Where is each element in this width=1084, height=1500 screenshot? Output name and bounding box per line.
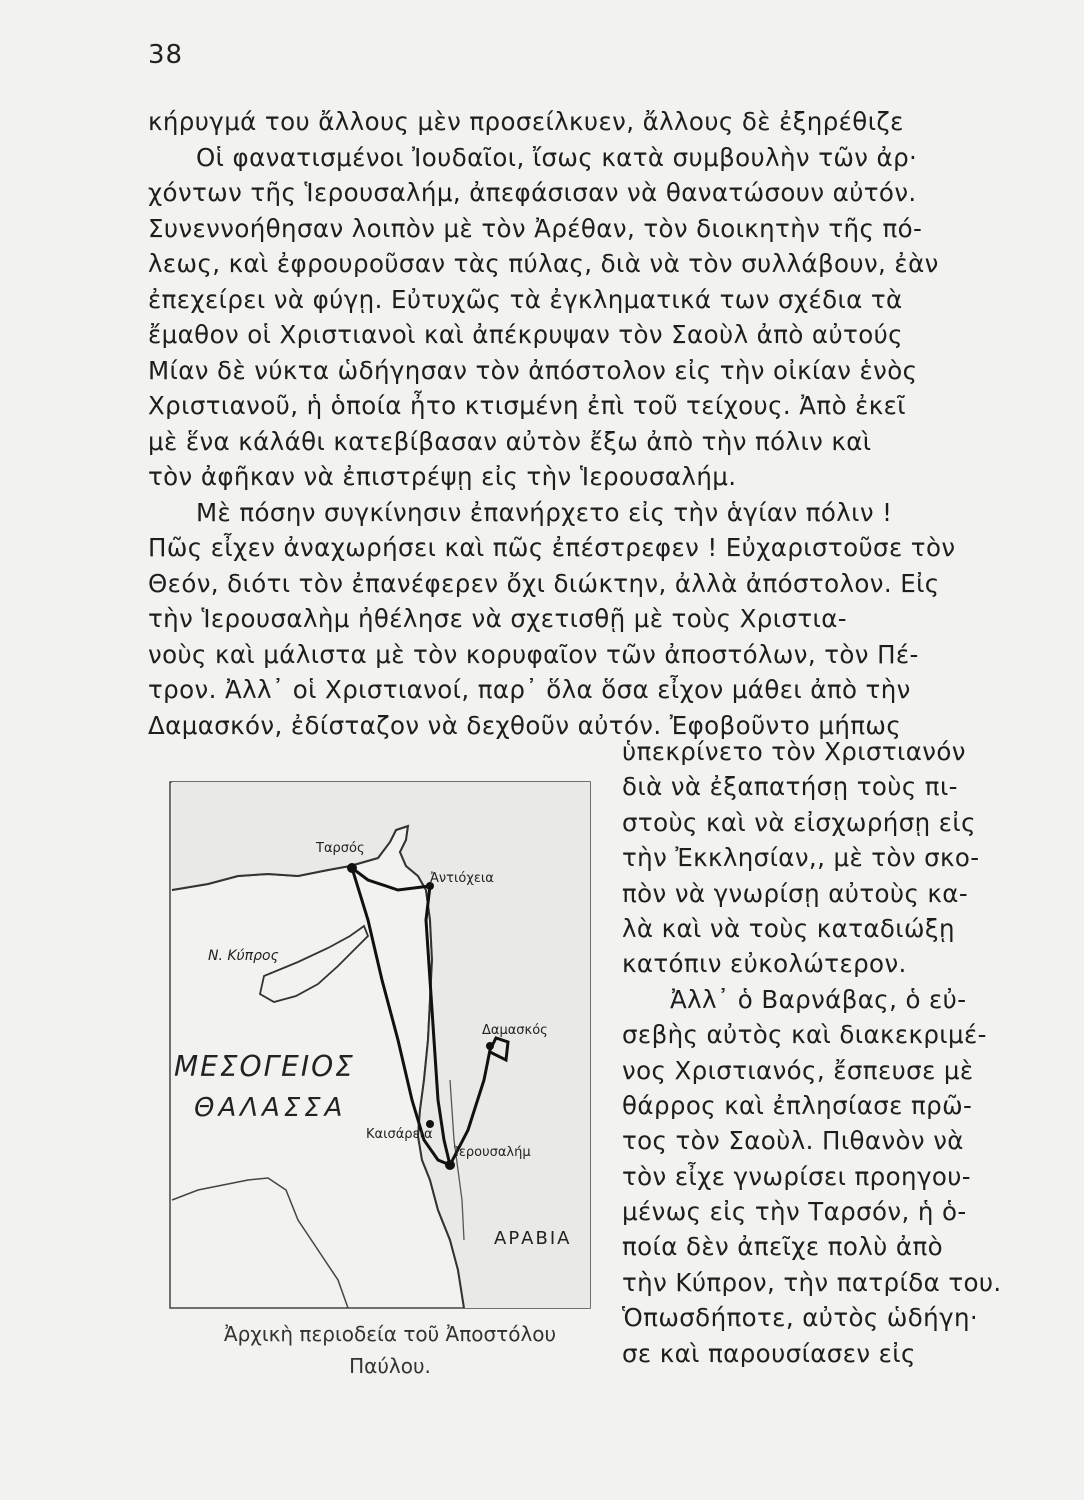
text-line: μὲ ἕνα κάλάθι κατεβίβασαν αὐτὸν ἔξω ἀπὸ τὴν πόλιν καὶ xyxy=(148,426,872,456)
text-line: πὸν νὰ γνωρίσῃ αὐτοὺς κα- xyxy=(622,878,969,908)
text-line: Οἱ φανατισμένοι Ἰουδαῖοι, ἴσως κατὰ συμβουλὴν τῶν ἀρ· xyxy=(196,142,918,172)
text-line: Συνεννοήθησαν λοιπὸν μὲ τὸν Ἀρέθαν, τὸν διοικητὴν τῆς πό- xyxy=(148,213,923,243)
text-line: θάρρος καὶ ἐπλησίασε πρῶ- xyxy=(622,1090,973,1120)
text-line: τὸν ἀφῆκαν νὰ ἐπιστρέψῃ εἰς τὴν Ἱερουσαλήμ. xyxy=(148,462,737,491)
text-line: ἐπεχείρει νὰ φύγῃ. Εὐτυχῶς τὰ ἐγκληματικά των σχέδια τὰ xyxy=(148,284,903,314)
tarsus-marker xyxy=(347,863,357,873)
text-line: ὑπεκρίνετο τὸν Χριστιανόν xyxy=(622,737,966,766)
jerusalem-marker xyxy=(445,1160,455,1170)
text-line: Ὁπωσδήποτε, αὐτὸς ὡδήγη· xyxy=(622,1303,979,1333)
label-antioch: Ἀντιόχεια xyxy=(430,871,494,886)
text-line: Ἀλλ᾽ ὁ Βαρνάβας, ὁ εὐ- xyxy=(670,984,967,1014)
label-damascus: Δαμασκός xyxy=(482,1023,548,1038)
label-jerusalem: Ἱερουσαλήμ xyxy=(454,1145,531,1160)
text-line: κήρυγμά του ἄλλους μὲν προσείλκυεν, ἄλλους δὲ ἐξηρέθιζε xyxy=(148,107,904,136)
text-line: τὴν Ἐκκλησίαν,, μὲ τὸν σκο- xyxy=(622,843,980,873)
text-line: τος τὸν Σαοὺλ. Πιθανὸν νὰ xyxy=(622,1126,964,1156)
body-text-right-column xyxy=(622,734,1022,1371)
text-line: τὴν Ἱερουσαλὴμ ἠθέλησε νὰ σχετισθῇ μὲ τοὺς Χριστια- xyxy=(148,604,848,633)
text-line: τὴν Κύπρον, τὴν πατρίδα του. xyxy=(622,1267,1002,1297)
text-line: στοὺς καὶ νὰ εἰσχωρήσῃ εἰς xyxy=(622,807,976,837)
text-line: λὰ καὶ νὰ τοὺς καταδιώξῃ xyxy=(622,913,955,943)
label-tarsus: Ταρσός xyxy=(316,841,365,856)
text-line: νοὺς καὶ μάλιστα μὲ τὸν κορυφαῖον τῶν ἀποστόλων, τὸν Πέ- xyxy=(148,639,919,669)
text-line: χόντων τῆς Ἱερουσαλήμ, ἀπεφάσισαν νὰ θανατώσουν αὐτόν. xyxy=(148,178,917,207)
label-arabia: ΑΡΑΒΙΑ xyxy=(494,1228,572,1249)
label-cyprus: Ν. Κύπρος xyxy=(208,948,279,964)
text-line: κατόπιν εὐκολώτερον. xyxy=(622,949,907,979)
text-line: τὸν εἶχε γνωρίσει προηγου- xyxy=(622,1161,972,1191)
text-line: Πῶς εἶχεν ἀναχωρήσει καὶ πῶς ἐπέστρεφεν ! Εὐχαριστοῦσε τὸν xyxy=(148,533,956,562)
text-line: ἔμαθον οἱ Χριστιανοὶ καὶ ἀπέκρυψαν τὸν Σαοὺλ ἀπὸ αὐτούς xyxy=(148,320,903,349)
text-line: σε καὶ παρουσίασεν εἰς xyxy=(622,1338,916,1368)
text-line: ποία δὲν ἀπεῖχε πολὺ ἀπὸ xyxy=(622,1232,943,1262)
caption-line: Ἀρχικὴ περιοδεία τοῦ Ἀποστόλου xyxy=(223,1322,557,1346)
text-line: τρον. Ἀλλ᾽ οἱ Χριστιανοί, παρ᾽ ὅλα ὅσα εἶχον μάθει ἀπὸ τὴν xyxy=(148,675,911,704)
label-sea-line2: ΘΑΛΑΣΣΑ xyxy=(194,1093,347,1123)
text-line: λεως, καὶ ἐφρουροῦσαν τὰς πύλας, διὰ νὰ τὸν συλλάβουν, ἐὰν xyxy=(148,249,939,278)
caption-line: Παύλου. xyxy=(349,1354,431,1378)
text-line: Θεόν, διότι τὸν ἐπανέφερεν ὄχι διώκτην, ἀλλὰ ἀπόστολον. Εἰς xyxy=(148,568,940,598)
damascus-marker xyxy=(486,1042,494,1050)
text-line: Μὲ πόσην συγκίνησιν ἐπανήρχετο εἰς τὴν ἁγίαν πόλιν ! xyxy=(196,497,893,527)
map-caption xyxy=(168,1318,612,1382)
label-caesarea: Καισάρεια xyxy=(366,1127,433,1142)
text-line: Δαμασκόν, ἐδίσταζον νὰ δεχθοῦν αὐτόν. Ἐφοβοῦντο μήπως xyxy=(148,710,902,740)
label-sea-line1: ΜΕΣΟΓΕΙΟΣ xyxy=(174,1050,355,1083)
text-line: μένως εἰς τὴν Ταρσόν, ἡ ὁ- xyxy=(622,1197,967,1227)
route-map xyxy=(168,780,600,1310)
text-line: διὰ νὰ ἐξαπατήσῃ τοὺς πι- xyxy=(622,772,958,802)
text-line: σεβὴς αὐτὸς καὶ διακεκριμέ- xyxy=(622,1020,987,1050)
text-line: νος Χριστιανός, ἔσπευσε μὲ xyxy=(622,1055,974,1085)
body-text-full-width xyxy=(148,104,1018,743)
text-line: Χριστιανοῦ, ἡ ὁποία ἦτο κτισμένη ἐπὶ τοῦ τείχους. Ἀπὸ ἐκεῖ xyxy=(148,391,906,420)
page-number: 38 xyxy=(148,40,184,70)
route-map-figure xyxy=(168,780,600,1310)
text-line: Μίαν δὲ νύκτα ὡδήγησαν τὸν ἀπόστολον εἰς τὴν οἰκίαν ἑνὸς xyxy=(148,355,918,385)
